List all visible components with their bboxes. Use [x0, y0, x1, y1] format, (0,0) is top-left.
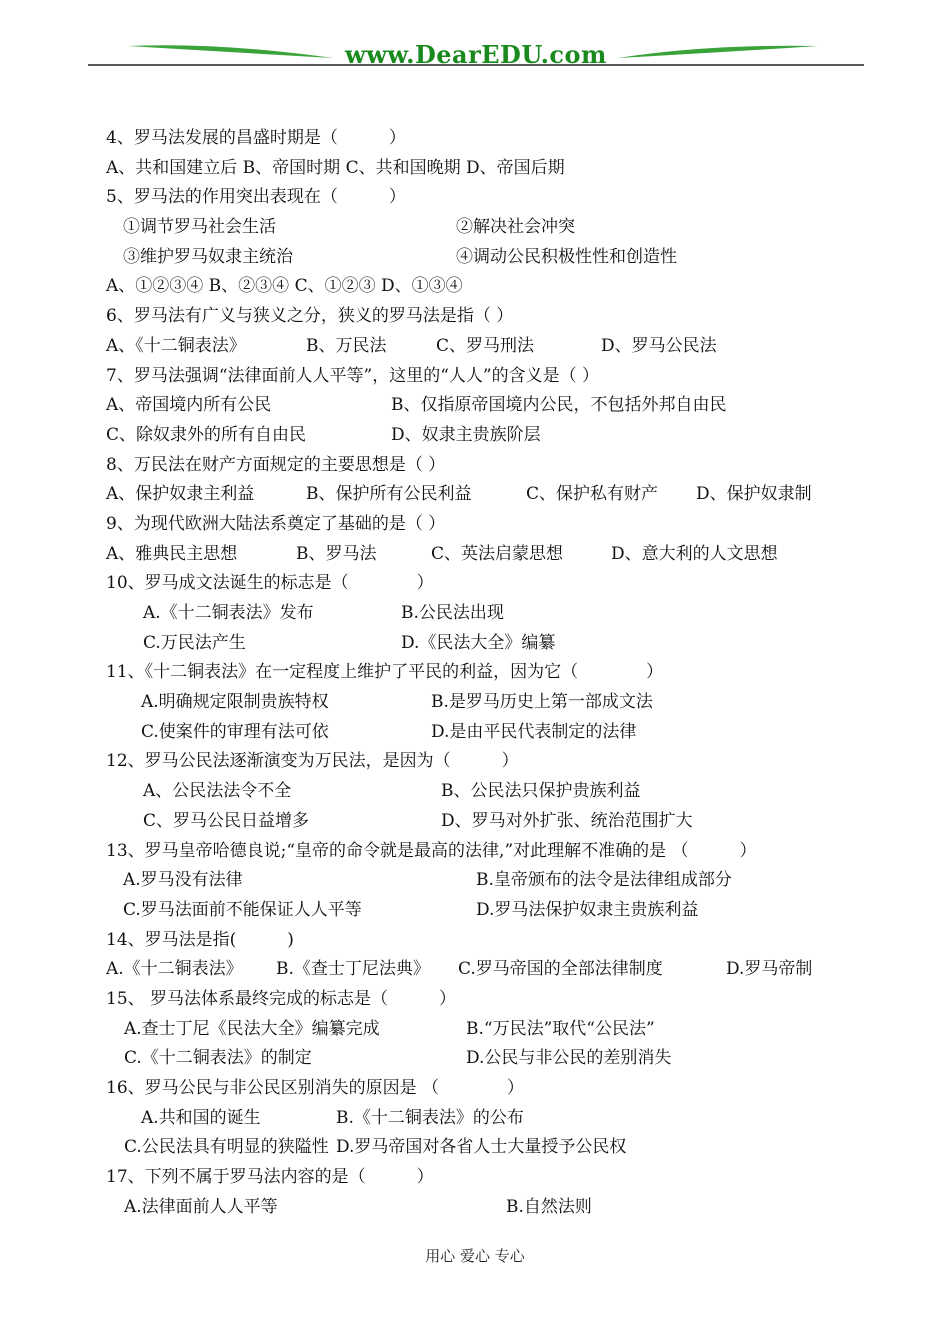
option-text: A.共和国的诞生 [124, 1107, 261, 1128]
option-row [106, 629, 866, 659]
question-stem: 6、罗马法有广义与狭义之分，狭义的罗马法是指（ ） [106, 306, 514, 327]
question-stem: 16、罗马公民与非公民区别消失的原因是 （ ） [106, 1078, 525, 1098]
option-text: A.《十二铜表法》发布 [126, 603, 314, 623]
option-row: A、①②③④ B、②③④ C、①②③ D、①③④ [106, 276, 463, 297]
question-stem: 15、 罗马法体系最终完成的标志是（ ） [106, 988, 457, 1009]
question-stem: 17、下列不属于罗马法内容的是（ ） [106, 1167, 434, 1188]
option-text: C.罗马法面前不能保证人人平等 [106, 899, 362, 920]
question-stem: 4、罗马法发展的昌盛时期是（ ） [106, 128, 406, 148]
option-text: B、罗马法 [296, 543, 377, 564]
option-text: D.罗马帝制 [726, 959, 813, 980]
option-text: B.皇帝颁布的法令是法律组成部分 [476, 870, 732, 891]
option-text: A.罗马没有法律 [106, 870, 243, 891]
option-text: C.罗马帝国的全部法律制度 [458, 959, 663, 980]
option-row [106, 777, 866, 807]
option-text: A.查士丁尼《民法大全》编纂完成 [124, 1018, 380, 1039]
option-row [106, 1104, 866, 1134]
option-text: D、罗马公民法 [601, 335, 717, 356]
option-text: B.是罗马历史上第一部成文法 [431, 692, 653, 713]
option-text: C、英法启蒙思想 [431, 543, 564, 564]
option-text: B、仅指原帝国境内公民，不包括外邦自由民 [391, 395, 727, 416]
option-text: B.《十二铜表法》的公布 [336, 1107, 524, 1128]
option-text: A、公民法法令不全 [126, 781, 292, 802]
option-text: B.“万民法”取代“公民法” [466, 1018, 655, 1039]
question-stem: 5、罗马法的作用突出表现在（ ） [106, 187, 406, 208]
option-row [106, 599, 866, 629]
option-text: D.公民与非公民的差别消失 [466, 1048, 672, 1069]
logo-text: www.DearEDU.com [345, 40, 607, 69]
option-text: D、意大利的人文思想 [611, 543, 778, 564]
option-row [106, 718, 866, 748]
option-row [106, 421, 866, 451]
option-text: D、奴隶主贵族阶层 [391, 424, 541, 445]
option-text: C.公民法具有明显的狭隘性 [124, 1137, 329, 1158]
option-row [106, 896, 866, 926]
option-row [106, 213, 866, 243]
question-stem: 8、万民法在财产方面规定的主要思想是（ ） [106, 454, 446, 475]
option-text: D.罗马法保护奴隶主贵族利益 [476, 899, 699, 920]
option-text: ①调节罗马社会生活 [106, 217, 276, 238]
option-text: ③维护罗马奴隶主统治 [106, 246, 293, 267]
question-stem: 9、为现代欧洲大陆法系奠定了基础的是（ ） [106, 513, 446, 534]
option-text: B、万民法 [306, 335, 387, 356]
option-text: B、公民法只保护贵族利益 [441, 781, 641, 802]
option-text: C、罗马公民日益增多 [126, 810, 310, 831]
option-row [106, 243, 866, 273]
option-text: B、保护所有公民利益 [306, 484, 472, 505]
question-stem: 14、罗马法是指( ) [106, 929, 294, 950]
option-row [106, 540, 866, 570]
option-text: A、保护奴隶主利益 [106, 484, 255, 505]
option-text: B.自然法则 [506, 1196, 592, 1217]
option-text: D.是由平民代表制定的法律 [431, 721, 637, 742]
option-text: C、罗马刑法 [436, 335, 535, 356]
option-text: A.明确规定限制贵族特权 [124, 692, 329, 713]
option-row [106, 688, 866, 718]
option-text: A.《十二铜表法》 [106, 959, 243, 980]
question-stem: 10、罗马成文法诞生的标志是（ ） [106, 573, 434, 594]
header-banner [88, 38, 864, 72]
option-row: A、共和国建立后 B、帝国时期 C、共和国晚期 D、帝国后期 [106, 157, 565, 178]
option-row [106, 1015, 866, 1045]
option-row [106, 480, 866, 510]
option-text: C.使案件的审理有法可依 [124, 721, 329, 742]
option-row [106, 807, 866, 837]
option-text: B.公民法出现 [401, 603, 504, 623]
option-text: A、雅典民主思想 [106, 543, 238, 564]
option-text: A.法律面前人人平等 [124, 1196, 278, 1217]
question-stem: 7、罗马法强调“法律面前人人平等”，这里的“人人”的含义是（ ） [106, 365, 599, 386]
option-text: C.《十二铜表法》的制定 [124, 1048, 312, 1069]
option-text: D、罗马对外扩张、统治范围扩大 [441, 810, 693, 831]
option-text: D.《民法大全》编纂 [401, 632, 556, 653]
option-row [106, 866, 866, 896]
option-text: A、《十二铜表法》 [106, 335, 246, 356]
question-stem: 11、《十二铜表法》在一定程度上维护了平民的利益，因为它（ ） [106, 662, 664, 683]
option-text: ②解决社会冲突 [456, 217, 575, 238]
option-text: B.《查士丁尼法典》 [276, 959, 430, 980]
option-row [106, 1133, 866, 1163]
option-text: C、保护私有财产 [526, 484, 659, 505]
question-stem: 12、罗马公民法逐渐演变为万民法，是因为（ ） [106, 751, 519, 772]
option-text: A、帝国境内所有公民 [106, 395, 272, 416]
option-text: C、除奴隶外的所有自由民 [106, 424, 307, 445]
option-text: C.万民法产生 [126, 632, 246, 653]
option-row [106, 1193, 866, 1223]
question-stem: 13、罗马皇帝哈德良说;“皇帝的命令就是最高的法律,”对此理解不准确的是 （ ） [106, 840, 757, 861]
option-row [106, 391, 866, 421]
question-list [106, 124, 866, 1222]
page-footer: 用心 爱心 专心 [425, 1247, 525, 1265]
option-text: D、保护奴隶制 [696, 484, 812, 505]
option-text: D.罗马帝国对各省人士大量授予公民权 [336, 1137, 627, 1158]
option-row [106, 955, 866, 985]
option-row [106, 1044, 866, 1074]
option-text: ④调动公民积极性性和创造性 [456, 246, 677, 267]
option-row [106, 332, 866, 362]
